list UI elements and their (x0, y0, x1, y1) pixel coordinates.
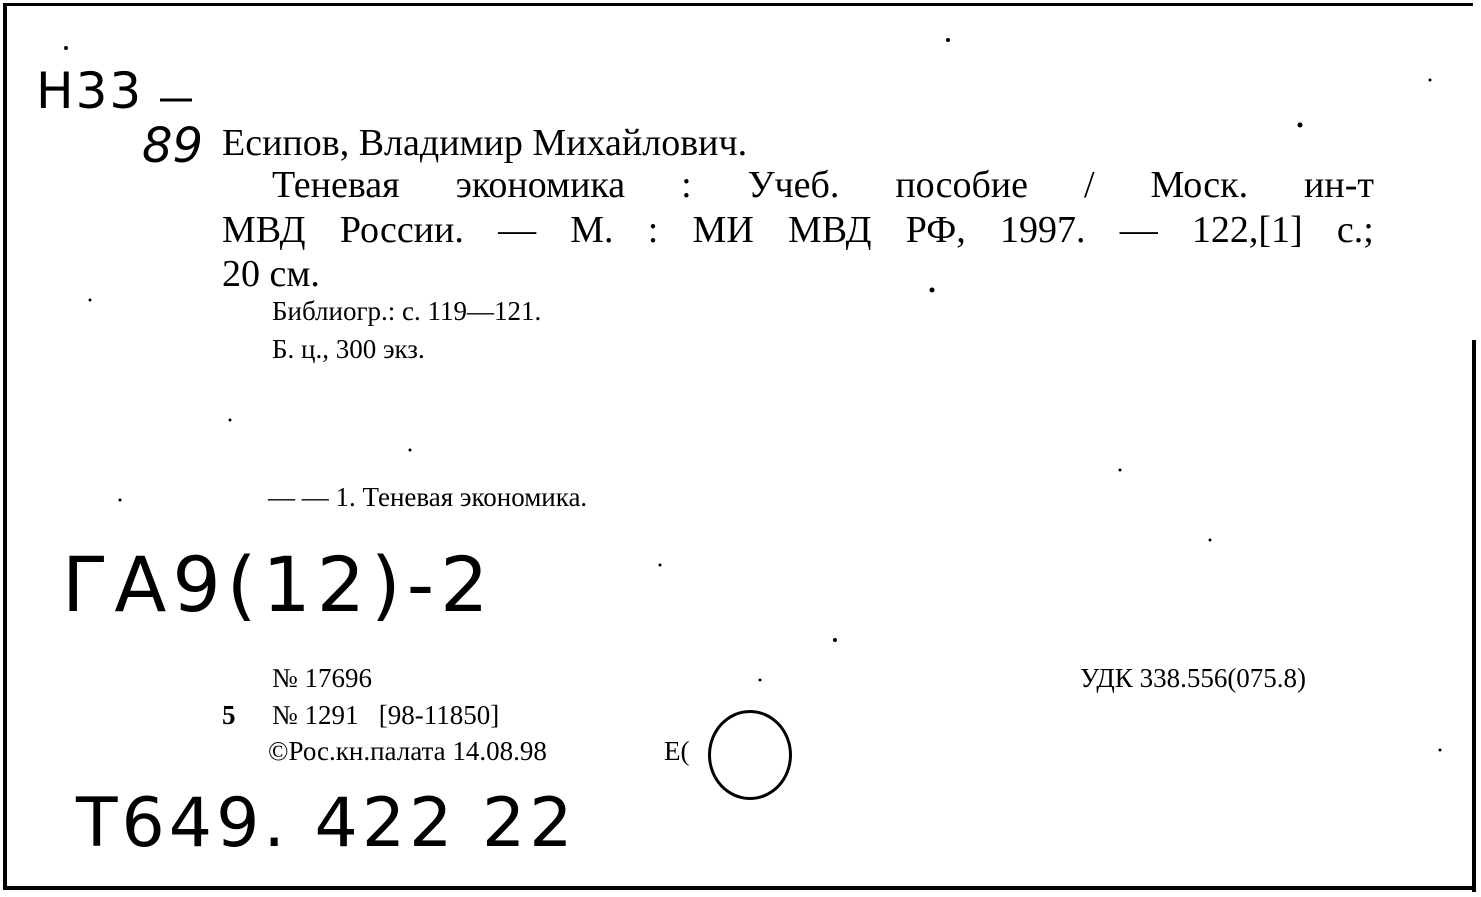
price-copies-note: Б. ц., 300 экз. (272, 334, 425, 364)
title-line-2 (222, 208, 1374, 252)
word: Учеб. (747, 164, 840, 206)
word: с.; (1336, 209, 1374, 251)
shelf-mark-top: Н33 (36, 62, 144, 120)
word: / (1083, 164, 1095, 206)
word: ин-т (1304, 164, 1374, 206)
word: 122,[1] (1191, 209, 1303, 251)
book-chamber-tail: Е( (664, 736, 690, 766)
word: России. (339, 209, 464, 251)
bibliography-note: Библиогр.: с. 119—121. (272, 296, 542, 326)
word: М. (570, 209, 614, 251)
word: экономика (455, 164, 626, 206)
word: — (498, 209, 537, 251)
shelf-mark-bottom: 89 (142, 118, 204, 174)
word: : (647, 209, 659, 251)
registration-number: № 1291 [98-11850] (272, 700, 500, 730)
word: Моск. (1150, 164, 1249, 206)
word: МВД (787, 209, 872, 251)
word: РФ, (905, 209, 966, 251)
card-number: № 17696 (272, 663, 373, 693)
word: пособие (895, 164, 1028, 206)
word: МИ (692, 209, 754, 251)
title-line-1 (272, 163, 1374, 207)
author-heading: Есипов, Владимир Михайлович. (222, 122, 748, 164)
subject-heading: — — 1. Теневая экономика. (268, 482, 588, 512)
inventory-mark: Т649. 422 22 (76, 784, 577, 863)
circle-stamp-icon (708, 710, 792, 800)
book-chamber-imprint: ©Рос.кн.палата 14.08.98 (268, 736, 547, 766)
physical-description: 20 см. (222, 253, 320, 295)
word: — (1119, 209, 1158, 251)
classification-mark: ГА9(12)-2 (62, 540, 495, 629)
word: : (681, 164, 692, 206)
word: МВД (222, 209, 306, 251)
word: Теневая (272, 164, 400, 206)
udc-code: УДК 338.556(075.8) (1080, 663, 1307, 693)
prefix-digit: 5 (222, 700, 236, 730)
word: 1997. (1000, 209, 1086, 251)
